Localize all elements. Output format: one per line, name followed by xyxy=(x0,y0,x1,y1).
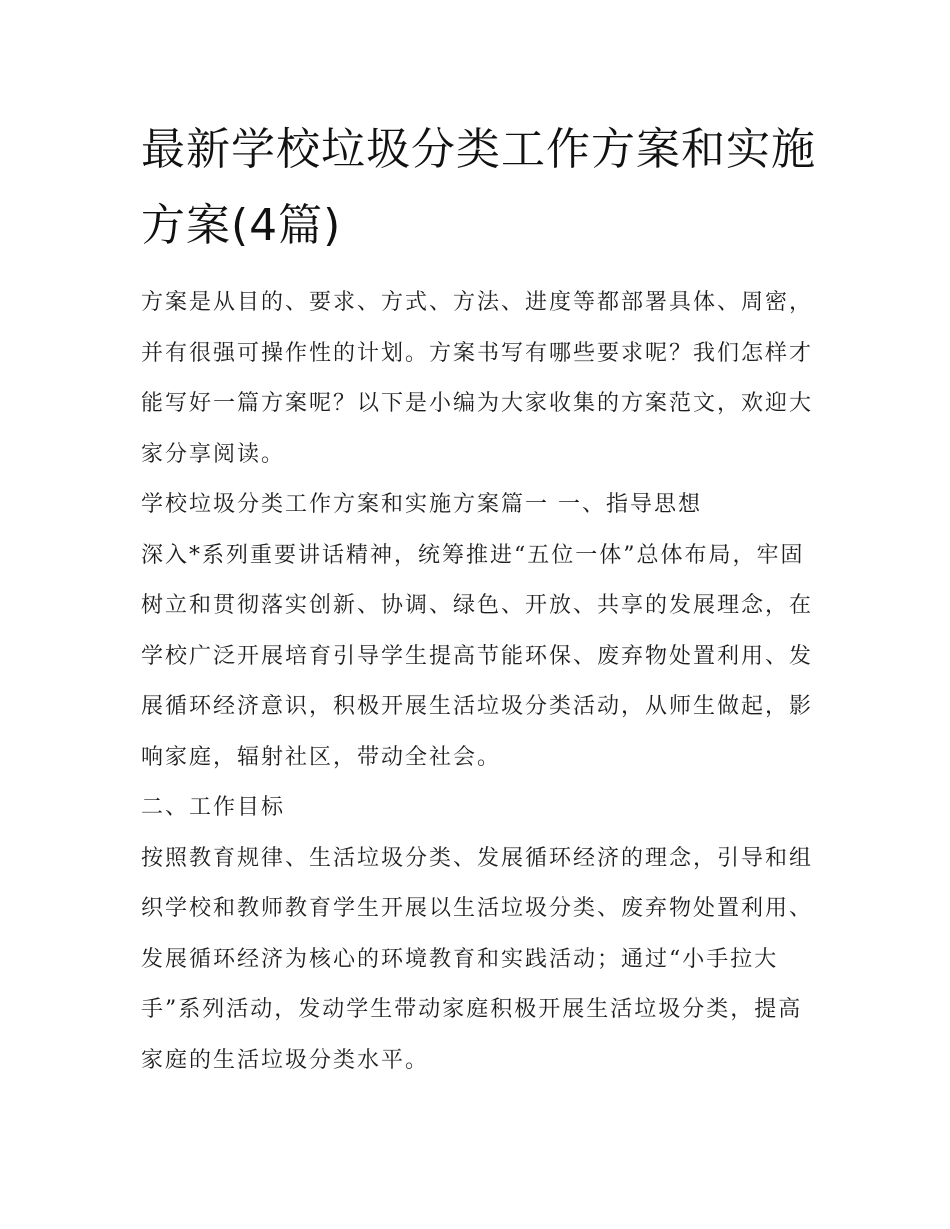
work-goals-paragraph: 按照教育规律、生活垃圾分类、发展循环经济的理念，引导和组织学校和教师教育学生开展以生活垃圾分类、废弃物处置利用、发展循环经济为核心的环境教育和实践活动；通过“小手拉大手”系列活动，发动学生带动家庭积极开展生活垃圾分类，提高家庭的生活垃圾分类水平。 xyxy=(141,845,814,1073)
document-body xyxy=(141,278,821,1086)
document-page xyxy=(141,112,821,1086)
section-heading-guiding-ideology: 学校垃圾分类工作方案和实施方案篇一 一、指导思想 xyxy=(141,492,702,517)
document-title: 最新学校垃圾分类工作方案和实施方案(4篇) xyxy=(141,124,816,251)
intro-paragraph: 方案是从目的、要求、方式、方法、进度等都部署具体、周密，并有很强可操作性的计划。方案书写有哪些要求呢？我们怎样才能写好一篇方案呢？以下是小编为大家收集的方案范文，欢迎大家分享阅读。 xyxy=(141,290,814,467)
guiding-ideology-paragraph: 深入*系列重要讲话精神，统筹推进“五位一体”总体布局，牢固树立和贯彻落实创新、协调、绿色、开放、共享的发展理念，在学校广泛开展培育引导学生提高节能环保、废弃物处置利用、发展循环经济意识，积极开展生活垃圾分类活动，从师生做起，影响家庭，辐射社区，带动全社会。 xyxy=(141,542,814,770)
section-heading-work-goals: 二、工作目标 xyxy=(141,795,286,820)
